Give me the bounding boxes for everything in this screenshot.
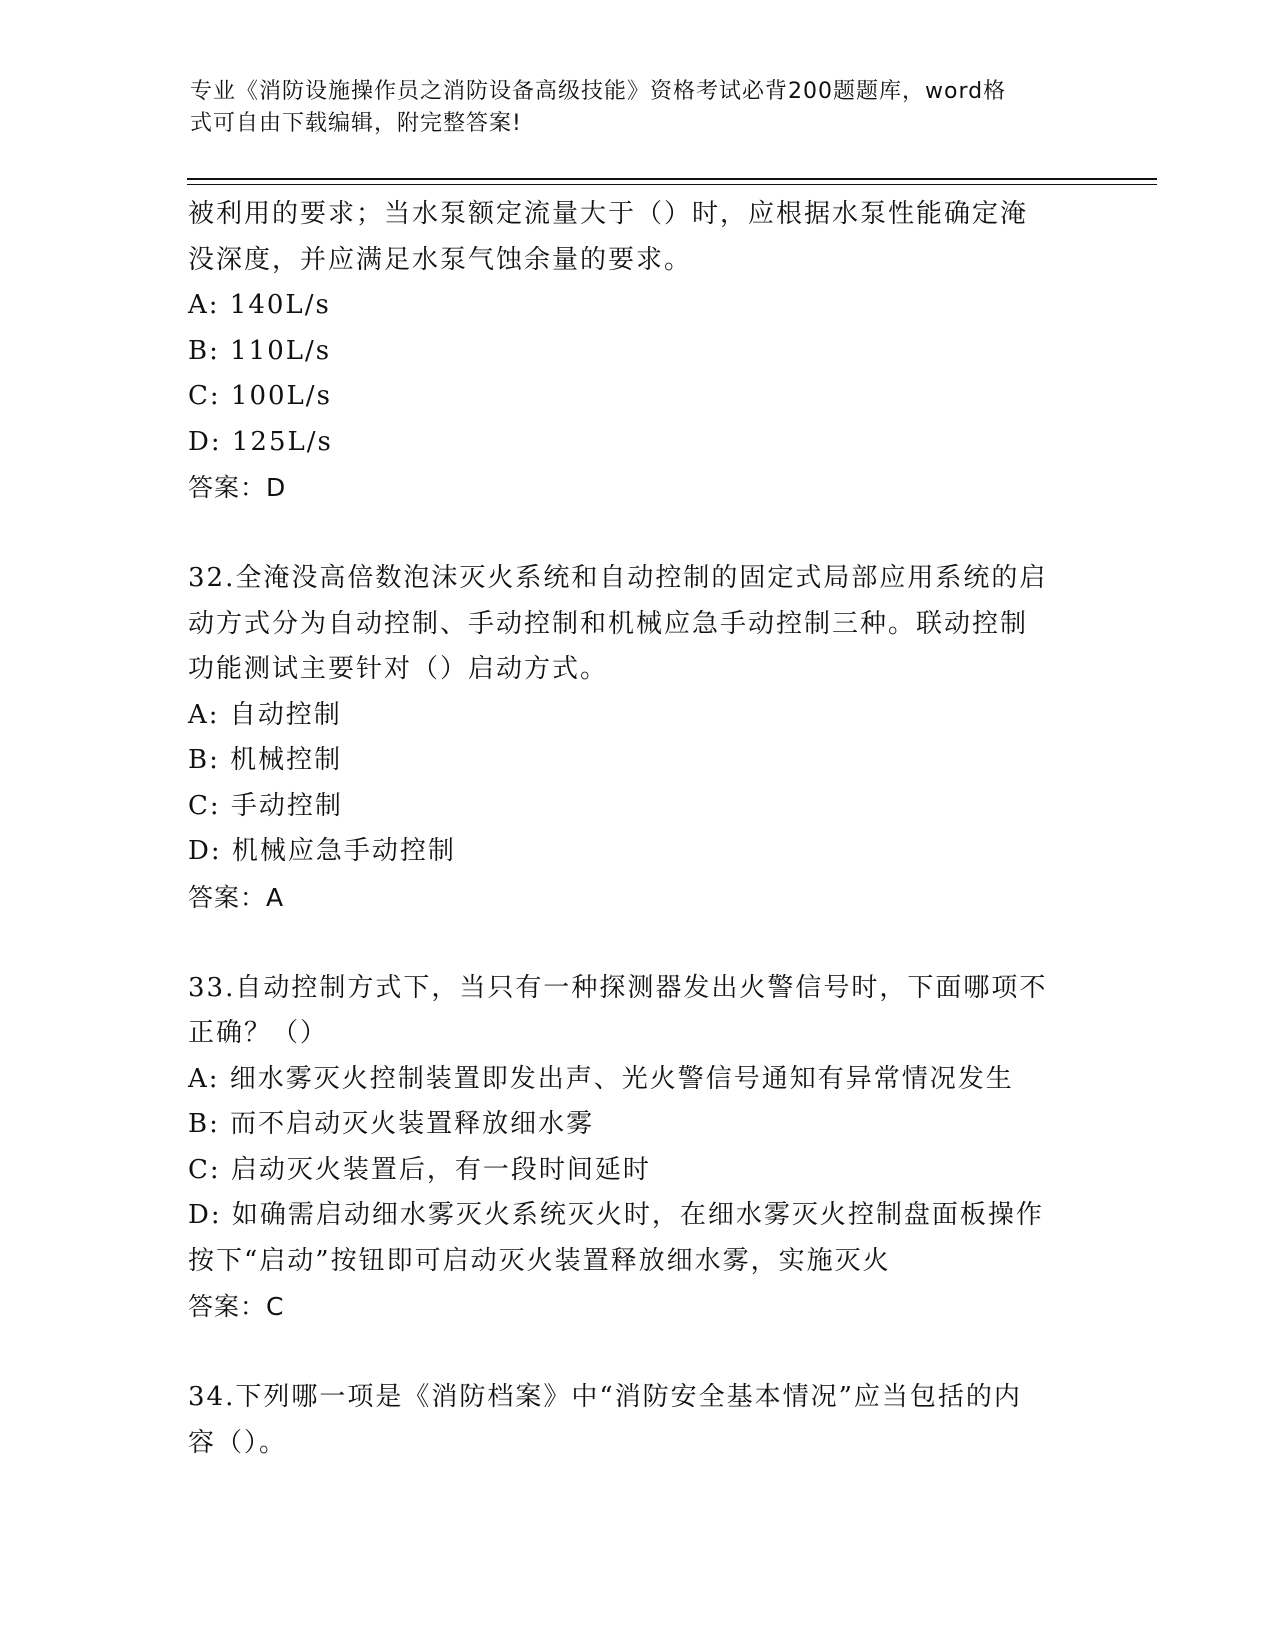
question-text: 34.下列哪一项是《消防档案》中“消防安全基本情况”应当包括的内 xyxy=(188,1382,1022,1412)
header-divider-thick xyxy=(187,178,1157,180)
question-text: 被利用的要求；当水泵额定流量大于（）时，应根据水泵性能确定淹 xyxy=(188,199,1029,229)
question-text: 容（）。 xyxy=(188,1427,288,1458)
question-text: 33.自动控制方式下，当只有一种探测器发出火警信号时，下面哪项不 xyxy=(188,972,1048,1003)
option-a: A: 140L/s xyxy=(188,290,331,320)
question-text: 功能测试主要针对（）启动方式。 xyxy=(188,654,609,684)
option-d: D: 机械应急手动控制 xyxy=(188,836,456,866)
question-32 xyxy=(188,556,1088,920)
question-text: 正确？（） xyxy=(188,1018,329,1048)
question-content xyxy=(188,192,1088,1466)
header-divider-thin xyxy=(187,184,1157,185)
document-header xyxy=(190,76,1070,140)
question-34 xyxy=(188,1375,1088,1466)
option-c: C: 100L/s xyxy=(188,381,332,411)
question-text: 没深度，并应满足水泵气蚀余量的要求。 xyxy=(188,244,693,275)
option-b: B: 机械控制 xyxy=(188,745,343,775)
header-line-1: 专业《消防设施操作员之消防设备高级技能》资格考试必背200题题库，word格 xyxy=(190,79,1007,104)
answer-line: 答案：C xyxy=(188,1292,285,1321)
question-text: 32.全淹没高倍数泡沫灭火系统和自动控制的固定式局部应用系统的启 xyxy=(188,563,1048,593)
option-d: D: 如确需启动细水雾灭火系统灭火时，在细水雾灭火控制盘面板操作 xyxy=(188,1200,1044,1230)
option-c: C: 启动灭火装置后，有一段时间延时 xyxy=(188,1154,651,1185)
option-c: C: 手动控制 xyxy=(188,790,343,821)
answer-line: 答案：A xyxy=(188,882,285,912)
option-a: A: 自动控制 xyxy=(188,699,342,730)
question-33 xyxy=(188,966,1088,1330)
option-a: A: 细水雾灭火控制装置即发出声、光火警信号通知有异常情况发生 xyxy=(188,1063,1014,1094)
option-b: B: 110L/s xyxy=(188,335,332,366)
header-line-2: 式可自由下载编辑，附完整答案! xyxy=(190,111,522,136)
option-d: D: 125L/s xyxy=(188,426,333,457)
answer-line: 答案：D xyxy=(188,473,287,502)
option-b: B: 而不启动灭火装置释放细水雾 xyxy=(188,1109,595,1139)
question-text: 动方式分为自动控制、手动控制和机械应急手动控制三种。联动控制 xyxy=(188,608,1029,639)
question-31 xyxy=(188,192,1088,510)
option-d-continued: 按下“启动”按钮即可启动灭火装置释放细水雾，实施灭火 xyxy=(188,1245,891,1276)
